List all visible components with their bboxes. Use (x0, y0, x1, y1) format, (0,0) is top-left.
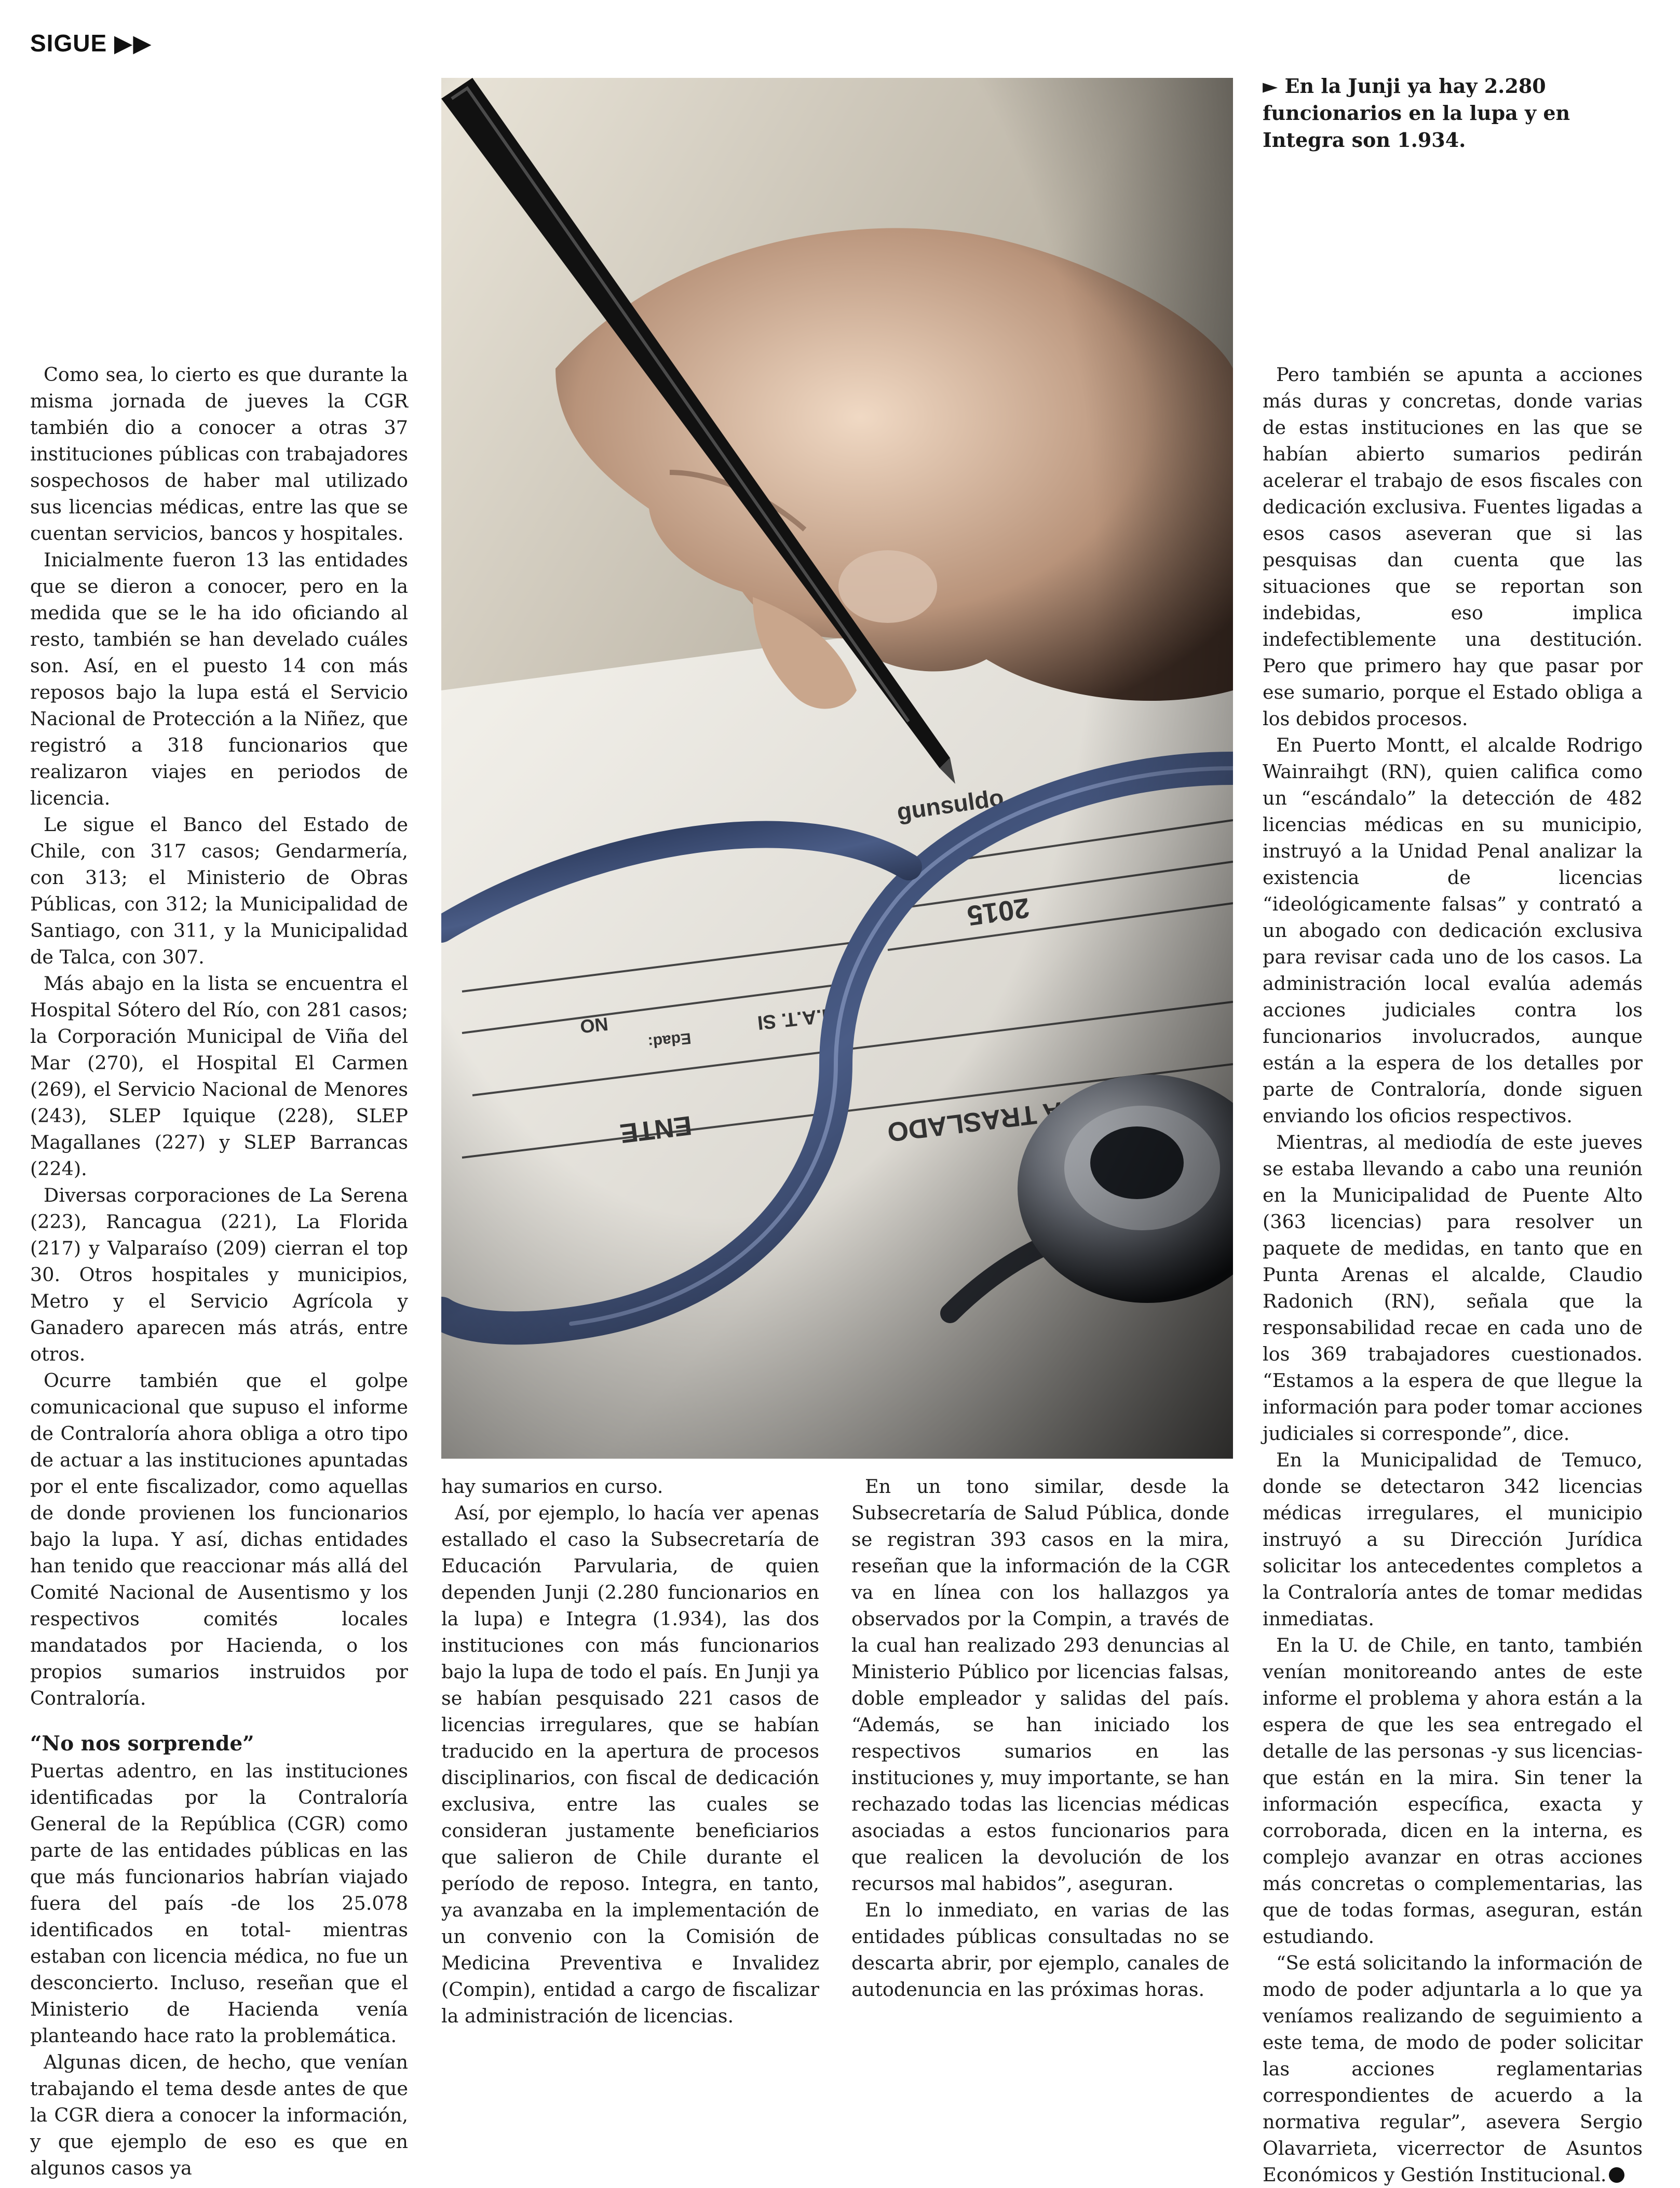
article-column-3 (851, 1473, 1229, 2003)
paragraph: Diversas corporaciones de La Serena (223), Rancagua (221), La Florida (217) y Valparaíso (209) cierran el top 30. Otros hospitales y municipios, Metro y el Servicio Agrícola y Ganadero aparecen más atrás, entre otros. (30, 1184, 408, 1365)
paragraph: Así, por ejemplo, lo hacía ver apenas estallado el caso la Subsecretaría de Educación Parvularia, de quien dependen Junji (2.280 funcionarios en la lupa) e Integra (1.934), las dos instituciones con más funcionarios bajo la lupa de todo el país. En Junji ya se habían pesquisado 221 casos de licencias irregulares, que se habían traducido en la apertura de procesos disciplinarios, con fiscal de dedicación exclusiva, entre las cuales se consideran justamente beneficiarios que salieron de Chile durante el período de reposo. Integra, en tanto, ya avanzaba en la implementación de un convenio con la Comisión de Medicina Preventiva e Invalidez (Compin), entidad a cargo de fiscalizar la administración de licencias. (441, 1502, 819, 2027)
paragraph: Inicialmente fueron 13 las entidades que se dieron a conocer, pero en la medida que se le ha ido oficiando al resto, también se han develado cuáles son. Así, en el puesto 14 con más reposos bajo la lupa está el Servicio Nacional de Protección a la Niñez, que registró a 318 funcionarios que realizaron viajes en periodos de licencia. (30, 549, 408, 809)
paragraph: Puertas adentro, en las instituciones identificadas por la Contraloría General de la República (CGR) como parte de las entidades públicas en las que más funcionarios habrían viajado fuera del país -de los 25.078 identificados en total- mientras estaban con licencia médica, no fue un desconcierto. Incluso, reseñan que el Ministerio de Hacienda venía planteando hace rato la problemática. (30, 1760, 408, 2047)
paragraph: Pero también se apunta a acciones más duras y concretas, donde varias de estas instituciones en las que se habían abierto sumarios pedirán acelerar el trabajo de esos fiscales con dedicación exclusiva. Fuentes ligadas a esos casos aseveran que si las pesquisas dan cuenta que las situaciones que se reportan son indebidas, eso implica indefectiblemente una destitución. Pero que primero hay que pasar por ese sumario, porque el Estado obliga a los debidos procesos. (1263, 363, 1643, 730)
paragraph: En la U. de Chile, en tanto, también venían monitoreando antes de este informe el problema y ahora están a la espera de que les sea entregado el detalle de las personas -y sus licencias- que están en la mira. Sin tener la información específica, exacta y corroborada, dicen en la interna, es complejo avanzar en otras acciones más concretas o complementarias, las que de todas formas, aseguran, están estudiando. (1263, 1634, 1643, 1948)
section-subhead: “No nos sorprende” (30, 1732, 254, 1756)
paragraph: Algunas dicen, de hecho, que venían trabajando el tema desde antes de que la CGR diera a conocer la información, y que ejemplo de eso es que en algunos casos ya (30, 2051, 408, 2179)
pull-quote: ► En la Junji ya hay 2.280 funcionarios en la lupa y en Integra son 1.934. (1263, 74, 1570, 152)
section-continue-label: SIGUE ▶▶ (30, 30, 152, 57)
paragraph-text: “Se está solicitando la información de modo de poder adjuntarla a lo que ya veníamos realizando de seguimiento a este tema, de modo de poder solicitar las acciones reglamentarias correspondientes de acuerdo a la normativa regular”, asevera Sergio Olavarrieta, vicerrector de Asuntos Económicos y Gestión Institucional. (1263, 1952, 1643, 2186)
paragraph: Más abajo en la lista se encuentra el Hospital Sótero del Río, con 281 casos; la Corporación Municipal de Viña del Mar (270), el Hospital El Carmen (269), el Servicio Nacional de Menores (243), SLEP Iquique (228), SLEP Magallanes (227) y SLEP Barrancas (224). (30, 972, 408, 1180)
paragraph: En un tono similar, desde la Subsecretaría de Salud Pública, donde se registran 393 casos en la mira, reseñan que la información de la CGR va en línea con los hallazgos ya observados por la Compin, a través de la cual han realizado 293 denuncias al Ministerio Público por licencias falsas, doble empleador y salidas del país. “Además, se han iniciado los respectivos sumarios en las instituciones y, muy importante, se han rechazado todas las licencias médicas asociadas a estos funcionarios para que realicen la devolución de los recursos mal habidos”, aseguran. (851, 1475, 1229, 1895)
paragraph: Ocurre también que el golpe comunicacional que supuso el informe de Contraloría ahora obliga a otro tipo de actuar a las instituciones apuntadas por el ente fiscalizador, como aquellas de donde provienen los funcionarios bajo la lupa. Y así, dichas entidades han tenido que reaccionar más allá del Comité Nacional de Ausentismo y los respectivos comités locales mandatados por Hacienda, o los propios sumarios instruidos por Contraloría. (30, 1369, 408, 1709)
article-column-4 (1263, 361, 1643, 2188)
paragraph: hay sumarios en curso. (441, 1475, 663, 1498)
article-photo (441, 78, 1233, 1459)
article-column-1 (30, 361, 408, 2181)
paragraph: En la Municipalidad de Temuco, donde se detectaron 342 licencias médicas irregulares, el municipio instruyó a su Dirección Jurídica solicitar los antecedentes completos a la Contraloría antes de tomar medidas inmediatas. (1263, 1449, 1643, 1630)
paragraph: En lo inmediato, en varias de las entidades públicas consultadas no se descarta abrir, por ejemplo, canales de autodenuncia en las próximas horas. (851, 1899, 1229, 2001)
paragraph: Mientras, al mediodía de este jueves se estaba llevando a cabo una reunión en la Municipalidad de Puente Alto (363 licencias) para resolver un paquete de medidas, en tanto que en Punta Arenas el alcalde, Claudio Radonich (RN), señala que la responsabilidad recae en cada uno de los 369 trabajadores cuestionados. “Estamos a la espera de que llegue la información para poder tomar acciones judiciales si corresponde”, dice. (1263, 1131, 1643, 1445)
paragraph: En Puerto Montt, el alcalde Rodrigo Wainraihgt (RN), quien califica como un “escándalo” la detección de 482 licencias médicas en su municipio, instruyó a la Unidad Penal analizar la existencia de licencias “ideológicamente falsas” y contrató a un abogado con dedicación exclusiva para revisar cada uno de los casos. La administración local evalúa además acciones judiciales contra los funcionarios involucrados, aunque están a la espera de los detalles por parte de Contraloría, donde siguen enviando los oficios respectivos. (1263, 734, 1643, 1127)
end-of-article-dot-icon (1609, 2167, 1624, 2183)
paragraph: Le sigue el Banco del Estado de Chile, con 317 casos; Gendarmería, con 313; el Ministerio de Obras Públicas, con 312; la Municipalidad de Santiago, con 311, y la Municipalidad de Talca, con 307. (30, 813, 408, 968)
paragraph: Como sea, lo cierto es que durante la misma jornada de jueves la CGR también dio a conocer a otras 37 instituciones públicas con trabajadores sospechosos de haber mal utilizado sus licencias médicas, entre las que se cuentan servicios, bancos y hospitales. (30, 363, 408, 545)
paragraph-final (1263, 1950, 1643, 2188)
hand-pen-stethoscope-illustration (441, 78, 1233, 1459)
article-column-2 (441, 1473, 819, 2029)
